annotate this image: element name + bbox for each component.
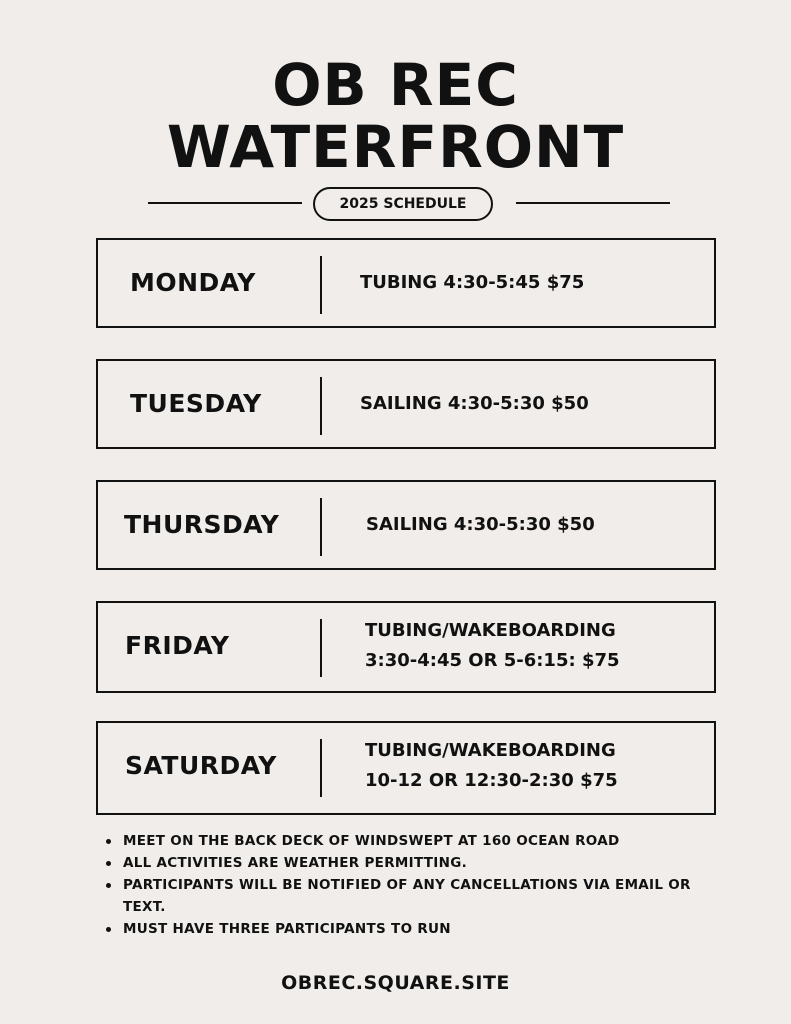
bullet-icon — [106, 883, 111, 888]
note-text: MUST HAVE THREE PARTICIPANTS TO RUN — [123, 921, 451, 937]
bullet-icon — [106, 861, 111, 866]
day-label: THURSDAY — [124, 510, 280, 539]
note-item — [104, 918, 724, 940]
schedule-row-friday — [96, 601, 716, 693]
bullet-icon — [106, 927, 111, 932]
bullet-icon — [106, 839, 111, 844]
activity-line: TUBING 4:30-5:45 $75 — [360, 272, 585, 293]
activity-details — [360, 240, 584, 326]
activity-line: 3:30-4:45 OR 5-6:15: $75 — [365, 650, 620, 671]
day-label: TUESDAY — [130, 389, 262, 418]
row-divider — [320, 498, 322, 556]
row-divider — [320, 256, 322, 314]
title-line-1: OB REC — [272, 51, 519, 119]
note-text: PARTICIPANTS WILL BE NOTIFIED OF ANY CANCELLATIONS VIA EMAIL OR TEXT. — [123, 877, 691, 915]
day-label: FRIDAY — [125, 631, 230, 660]
title-line-2: WATERFRONT — [166, 113, 625, 181]
notes-list — [104, 830, 724, 940]
activity-line: SAILING 4:30-5:30 $50 — [366, 514, 595, 535]
activity-details — [365, 603, 620, 689]
note-item — [104, 830, 724, 852]
activity-line: TUBING/WAKEBOARDING — [365, 620, 616, 641]
note-text: MEET ON THE BACK DECK OF WINDSWEPT AT 160 OCEAN ROAD — [123, 833, 620, 849]
activity-line: TUBING/WAKEBOARDING — [365, 740, 616, 761]
website-link[interactable]: OBREC.SQUARE.SITE — [281, 972, 510, 994]
row-divider — [320, 619, 322, 677]
schedule-row-saturday — [96, 721, 716, 815]
schedule-row-tuesday — [96, 359, 716, 449]
schedule-row-monday — [96, 238, 716, 328]
decorative-rule-left — [148, 202, 302, 204]
row-divider — [320, 739, 322, 797]
activity-line: SAILING 4:30-5:30 $50 — [360, 393, 589, 414]
activity-details — [366, 482, 595, 568]
activity-details — [365, 723, 618, 809]
decorative-rule-right — [516, 202, 670, 204]
activity-line: 10-12 OR 12:30-2:30 $75 — [365, 770, 618, 791]
activity-details — [360, 361, 589, 447]
note-item — [104, 874, 724, 918]
schedule-badge: 2025 SCHEDULE — [313, 187, 493, 221]
day-label: MONDAY — [130, 268, 256, 297]
schedule-row-thursday — [96, 480, 716, 570]
day-label: SATURDAY — [125, 751, 277, 780]
note-item — [104, 852, 724, 874]
row-divider — [320, 377, 322, 435]
note-text: ALL ACTIVITIES ARE WEATHER PERMITTING. — [123, 855, 468, 871]
